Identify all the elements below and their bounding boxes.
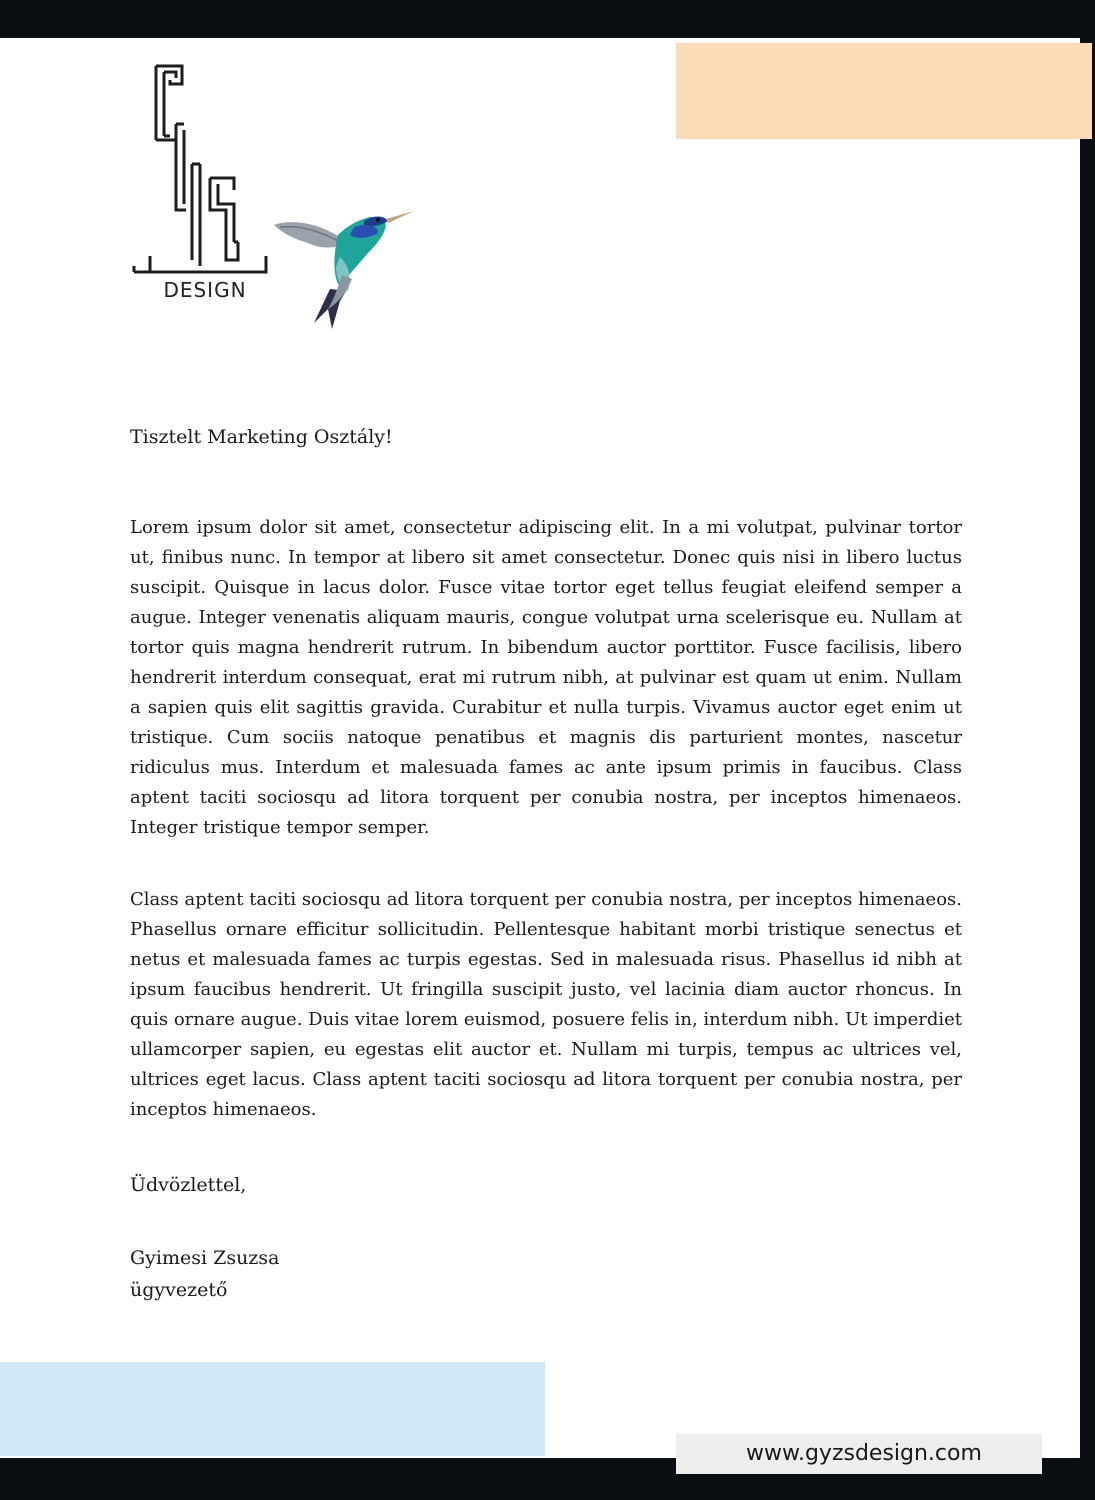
- signer-title: ügyvezető: [130, 1279, 228, 1301]
- logo-mark-icon: [130, 60, 280, 310]
- website-link[interactable]: www.gyzsdesign.com: [676, 1434, 1042, 1474]
- company-logo: [130, 60, 280, 310]
- top-frame-band: [0, 0, 1095, 38]
- hummingbird-icon: [268, 205, 416, 335]
- letter-salutation: Tisztelt Marketing Osztály!: [130, 426, 393, 448]
- letter-paragraph-1: Lorem ipsum dolor sit amet, consectetur adipiscing elit. In a mi volutpat, pulvinar tortor ut, finibus nunc. In tempor at libero sit amet consectetur. Donec quis nisi in libero luctus suscipit. Quisque in lacus dolor. Fusce vitae tortor eget tellus feugiat eleifend semper a augue. Integer venenatis aliquam mauris, congue volutpat urna scelerisque eu. Nullam at tortor quis magna hendrerit rutrum. In bibendum auctor porttitor. Fusce facilisis, libero hendrerit interdum consequat, erat mi rutrum nibh, at pulvinar est quam ut enim. Nullam a sapien quis elit sagittis gravida. Curabitur et nulla turpis. Vivamus auctor eget enim ut tristique. Cum sociis natoque penatibus et magnis dis parturient montes, nascetur ridiculus mus. Interdum et malesuada fames ac ante ipsum primis in faucibus. Class aptent taciti sociosqu ad litora torquent per conubia nostra, per inceptos himenaeos. Integer tristique tempor semper.: [130, 517, 962, 838]
- signer-name: Gyimesi Zsuzsa: [130, 1247, 280, 1269]
- logo-wordmark: DESIGN: [163, 278, 247, 302]
- peach-accent-block: [676, 43, 1092, 139]
- hummingbird-illustration: [268, 205, 416, 335]
- letter-closing: Üdvözlettel,: [130, 1174, 247, 1196]
- right-frame-band: [1080, 0, 1095, 1500]
- letter-signature: [130, 1242, 279, 1306]
- letter-paragraph-2: Class aptent taciti sociosqu ad litora torquent per conubia nostra, per inceptos himenaeos. Phasellus ornare efficitur sollicitudin. Pellentesque habitant morbi tristique senectus et netus et malesuada fames ac turpis egestas. Sed in malesuada risus. Phasellus id nibh at ipsum faucibus hendrerit. Ut fringilla suscipit justo, vel lacinia diam auctor rhoncus. In quis ornare augue. Duis vitae lorem euismod, posuere felis in, interdum nibh. Ut imperdiet ullamcorper sapien, eu egestas elit auctor et. Nullam mi turpis, tempus ac ultrices vel, ultrices eget lacus. Class aptent taciti sociosqu ad litora torquent per conubia nostra, per inceptos himenaeos.: [130, 889, 962, 1120]
- light-blue-accent-block: [0, 1362, 545, 1456]
